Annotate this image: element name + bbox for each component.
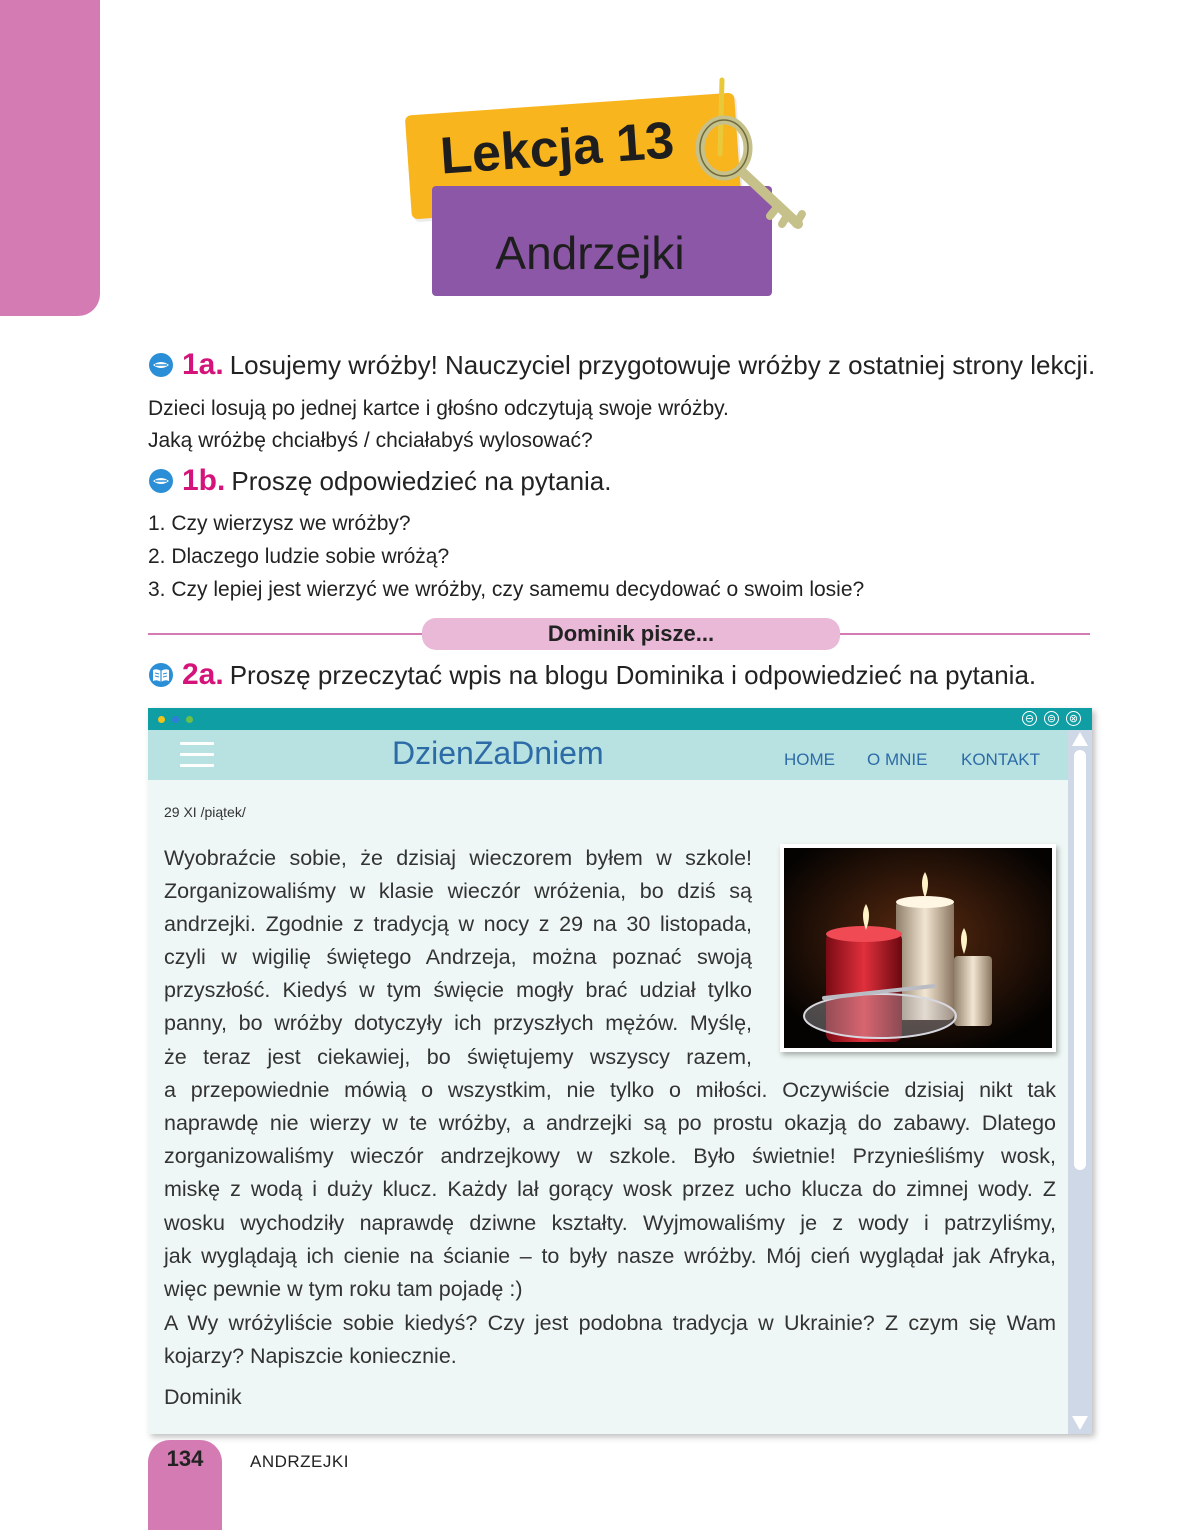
question-item: 1. Czy wierzysz we wróżby? xyxy=(148,512,411,535)
candles-image xyxy=(784,848,1052,1048)
exercise-number: 1b. xyxy=(182,464,226,497)
section-badge: Dominik pisze... xyxy=(422,618,840,650)
text-line: Dzieci losują po jednej kartce i głośno odczytują swoje wróżby. xyxy=(148,397,729,420)
question-item: 2. Dlaczego ludzie sobie wróżą? xyxy=(148,545,450,568)
footer-chapter: ANDRZEJKI xyxy=(250,1452,349,1471)
post-date: 29 XI /piątek/ xyxy=(164,804,246,820)
post-line: Wyobraźcie sobie, że dzisiaj wieczorem byłem w szkole! xyxy=(164,846,752,870)
post-line: przyszłość. Kiedyś w tym święcie mogły brać udział tylko xyxy=(164,978,752,1002)
exercise-title: Proszę przeczytać wpis na blogu Dominika i odpowiedzieć na pytania. xyxy=(229,660,1037,690)
maximize-button[interactable]: ⊜ xyxy=(1044,711,1059,726)
post-line: Zorganizowaliśmy w klasie wieczór wróżenia, bo dziś są xyxy=(164,879,752,903)
text-line: Jaką wróżbę chciałbyś / chciałabyś wylosować? xyxy=(148,429,593,452)
nav-contact[interactable]: KONTAKT xyxy=(961,750,1041,769)
scroll-thumb[interactable] xyxy=(1074,750,1086,1170)
exercise-title: Losujemy wróżby! Nauczyciel przygotowuje wróżby z ostatniej strony lekcji. xyxy=(229,350,1096,380)
exercise-1b-heading xyxy=(148,464,611,498)
window-dot-blue xyxy=(172,716,179,723)
post-line: kojarzy? Napiszcie koniecznie. xyxy=(164,1344,457,1368)
candles-photo xyxy=(780,844,1056,1052)
window-dot-yellow xyxy=(158,716,165,723)
exercise-number: 1a. xyxy=(182,348,224,381)
key-icon xyxy=(690,74,820,244)
lesson-label: Lekcja 13 xyxy=(438,111,676,186)
lesson-subtitle: Andrzejki xyxy=(495,227,685,279)
corner-tab xyxy=(0,0,100,316)
scroll-down-arrow-icon[interactable] xyxy=(1072,1416,1088,1430)
post-line: jak wyglądają ich cienie na ścianie – to były nasze wróżby. Mój cień wyglądał jak Afryka, xyxy=(164,1244,1056,1268)
post-line: czyli w wigilię świętego Andrzeja, można poznać swoją xyxy=(164,945,752,969)
blog-navbar xyxy=(148,730,1068,780)
speaking-lips-icon xyxy=(148,468,174,494)
scroll-up-arrow-icon[interactable] xyxy=(1072,732,1088,746)
exercise-1a-heading xyxy=(148,348,1095,382)
post-signature: Dominik xyxy=(164,1385,242,1409)
post-line: panny, bo wróżby dotyczyły ich przyszłych mężów. Myślę, xyxy=(164,1011,752,1035)
window-titlebar xyxy=(148,708,1092,730)
post-line: że teraz jest ciekawiej, bo świętujemy wszyscy razem, xyxy=(164,1045,752,1069)
post-line: andrzejki. Zgodnie z tradycją w nocy z 29 na 30 listopada, xyxy=(164,912,752,936)
post-line: a przepowiednie mówią o wszystkim, nie tylko o miłości. Oczywiście dzisiaj nikt tak xyxy=(164,1078,1056,1102)
question-item: 3. Czy lepiej jest wierzyć we wróżby, czy samemu decydować o swoim losie? xyxy=(148,578,865,601)
hamburger-menu-icon[interactable] xyxy=(180,742,214,768)
post-line: zorganizowaliśmy wieczór andrzejkowy w szkole. Było świetnie! Przynieśliśmy wosk, xyxy=(164,1144,1056,1168)
scrollbar[interactable] xyxy=(1068,730,1092,1434)
blog-window xyxy=(148,708,1092,1434)
exercise-2a-heading xyxy=(148,658,1036,692)
site-title[interactable]: DzienZaDniem xyxy=(392,735,604,771)
post-line: miskę z wodą i duży klucz. Każdy lał gorący wosk przez ucho klucza do zimnej wody. Z xyxy=(164,1177,1056,1201)
post-line: naprawdę nie wierzy w te wróżby, a andrzejki są po prostu okazją do zabawy. Dlatego xyxy=(164,1111,1056,1135)
open-book-icon xyxy=(148,662,174,688)
nav-home[interactable]: HOME xyxy=(784,750,835,769)
post-line: A Wy wróżyliście sobie kiedyś? Czy jest podobna tradycja w Ukrainie? Z czym się Wam xyxy=(164,1311,1056,1335)
minimize-button[interactable]: ⊖ xyxy=(1022,711,1037,726)
exercise-title: Proszę odpowiedzieć na pytania. xyxy=(231,466,612,496)
post-line: wosku wychodziły naprawdę dziwne kształty. Wyjmowaliśmy je z wody i patrzyliśmy, xyxy=(164,1211,1056,1235)
exercise-number: 2a. xyxy=(182,658,224,691)
speaking-lips-icon xyxy=(148,352,174,378)
nav-about[interactable]: O MNIE xyxy=(867,750,928,769)
close-button[interactable]: ⊗ xyxy=(1066,711,1081,726)
post-line: więc pewnie w tym roku tam pojadę :) xyxy=(164,1277,523,1301)
page-number: 134 xyxy=(166,1446,204,1471)
window-dot-green xyxy=(186,716,193,723)
